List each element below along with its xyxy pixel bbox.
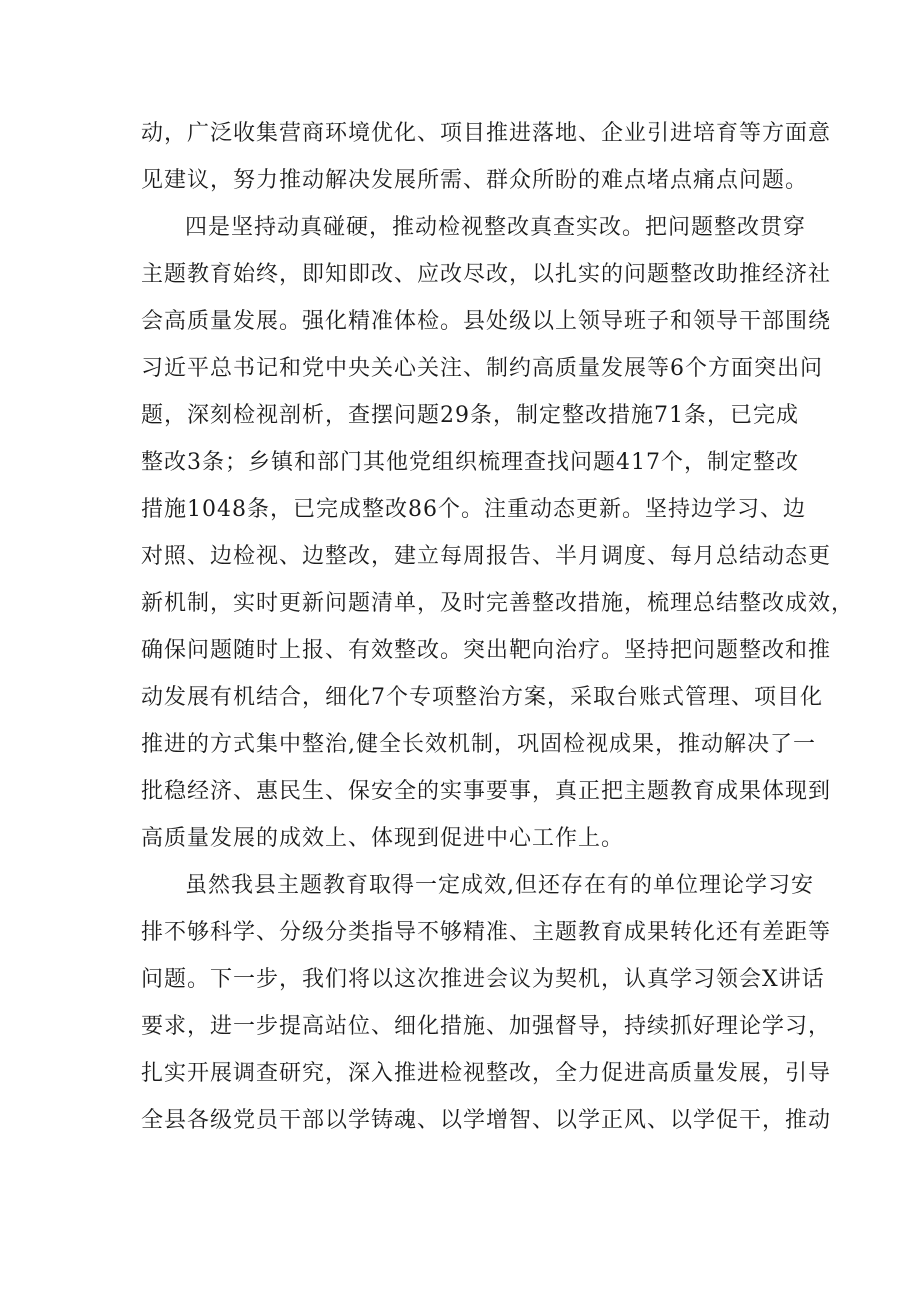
text-line: 问题。下一步，我们将以这次推进会议为契机，认真学习领会X讲话 [141,967,825,992]
text-line: 虽然我县主题教育取得一定成效,但还存在有的单位理论学习安 [185,873,814,898]
text-line: 会高质量发展。强化精准体检。县处级以上领导班子和领导干部围绕 [141,309,832,334]
text-line: 习近平总书记和党中央关心关注、制约高质量发展等6个方面突出问 [141,356,823,381]
text-line: 对照、边检视、边整改，建立每周报告、半月调度、每月总结动态更 [141,544,832,569]
text-line: 动发展有机结合，细化7个专项整治方案，采取台账式管理、项目化 [141,685,823,710]
text-line: 扎实开展调查研究，深入推进检视整改，全力促进高质量发展，引导 [141,1061,832,1086]
text-line: 主题教育始终，即知即改、应改尽改，以扎实的问题整改助推经济社 [141,262,832,287]
text-line: 要求，进一步提高站位、细化措施、加强督导，持续抓好理论学习， [141,1014,832,1039]
paragraph-2 [141,204,855,862]
text-line: 题，深刻检视剖析，查摆问题29条，制定整改措施71条，已完成 [141,403,799,428]
text-line: 推进的方式集中整治,健全长效机制，巩固检视成果，推动解决了一 [141,732,816,757]
document-body [141,110,855,1144]
text-line: 四是坚持动真碰硬，推动检视整改真查实改。把问题整改贯穿 [185,215,807,240]
text-line: 见建议，努力推动解决发展所需、群众所盼的难点堵点痛点问题。 [141,168,809,193]
text-line: 全县各级党员干部以学铸魂、以学增智、以学正风、以学促干，推动 [141,1108,832,1133]
paragraph-1 [141,110,832,204]
text-line: 确保问题随时上报、有效整改。突出靶向治疗。坚持把问题整改和推 [141,638,832,663]
text-line: 整改3条；乡镇和部门其他党组织梳理查找问题417个，制定整改 [141,450,799,475]
text-line: 动，广泛收集营商环境优化、项目推进落地、企业引进培育等方面意 [141,121,832,146]
paragraph-3 [141,862,832,1144]
text-line: 批稳经济、惠民生、保安全的实事要事，真正把主题教育成果体现到 [141,779,832,804]
text-line: 高质量发展的成效上、体现到促进中心工作上。 [141,826,625,851]
text-line: 排不够科学、分级分类指导不够精准、主题教育成果转化还有差距等 [141,920,832,945]
text-line: 新机制，实时更新问题清单，及时完善整改措施，梳理总结整改成效， [141,591,855,616]
text-line: 措施1048条，已完成整改86个。注重动态更新。坚持边学习、边 [141,497,806,522]
